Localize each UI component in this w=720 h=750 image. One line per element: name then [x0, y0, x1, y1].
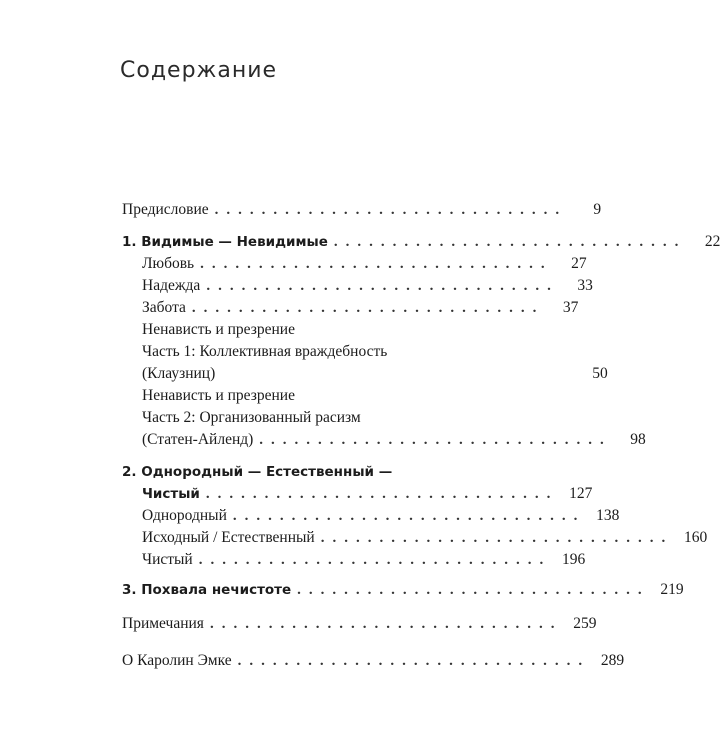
dot-leader: .............................. [200, 256, 553, 272]
toc-page: 27 [571, 255, 587, 272]
toc-entry-hate-1-line-2: Часть 1: Коллективная враждебность [142, 343, 388, 360]
toc-entry-homogeneous[interactable] [142, 506, 620, 526]
toc-label: 3. Похвала нечистоте [122, 582, 292, 598]
page-title: Содержание [120, 58, 278, 83]
toc-entry-chapter-3[interactable] [122, 580, 684, 600]
toc-entry-chapter-1[interactable] [122, 232, 720, 252]
toc-page: 33 [577, 277, 593, 294]
dot-leader: .............................. [198, 552, 552, 568]
toc-label: Забота [142, 299, 186, 316]
toc-entry-about-author[interactable] [122, 651, 625, 671]
dot-leader: .............................. [209, 616, 563, 632]
toc-label: Однородный [142, 507, 227, 524]
dot-leader: .............................. [206, 278, 559, 294]
dot-leader: .............................. [205, 486, 559, 502]
dot-leader [221, 364, 574, 384]
toc-entry-hate-1[interactable] [142, 364, 608, 384]
toc-entry-pure[interactable] [142, 550, 586, 570]
toc-entry-natural[interactable] [142, 528, 708, 548]
toc-page: 196 [561, 551, 586, 568]
dot-leader: .............................. [237, 653, 591, 669]
toc-entry-hate-2-line-2: Часть 2: Организованный расизм [142, 409, 361, 426]
dot-leader: .............................. [191, 300, 545, 316]
toc-label: 1. Видимые — Невидимые [122, 234, 328, 250]
toc-page: 50 [592, 365, 608, 382]
toc-page: 98 [630, 431, 646, 448]
toc-entry-hope[interactable] [142, 276, 593, 296]
toc-page: 219 [660, 581, 684, 598]
dot-leader: .............................. [259, 432, 612, 448]
toc-label: О Каролин Эмке [122, 652, 232, 669]
toc-entry-hate-1-line-1: Ненависть и презрение [142, 321, 295, 338]
toc-label: Исходный / Естественный [142, 529, 315, 546]
toc-label: Примечания [122, 615, 204, 632]
toc-entry-hate-2-line-1: Ненависть и презрение [142, 387, 295, 404]
toc-entry-love[interactable] [142, 254, 587, 274]
dot-leader: .............................. [297, 582, 650, 598]
toc-label: Чистый [142, 486, 200, 502]
toc-label: (Клаузниц) [142, 365, 216, 382]
toc-label: Надежда [142, 277, 201, 294]
dot-leader: .............................. [214, 202, 568, 218]
toc-label: Чистый [142, 551, 193, 568]
toc-page: 37 [562, 299, 579, 316]
toc-page: 138 [596, 507, 620, 524]
toc-entry-chapter-2[interactable] [142, 484, 593, 504]
toc-entry-care[interactable] [142, 298, 579, 318]
toc-page: 9 [593, 201, 602, 218]
toc-entry-notes[interactable] [122, 614, 597, 634]
toc-page: 259 [573, 615, 597, 632]
toc-page: 160 [683, 529, 708, 546]
toc-entry-chapter-2-line-1: 2. Однородный — Естественный — [122, 464, 393, 480]
toc-label: Любовь [142, 255, 195, 272]
toc-page: 127 [569, 485, 593, 502]
toc-entry-preface[interactable] [122, 200, 602, 220]
toc-page: 22 [704, 233, 720, 250]
toc-label: (Статен-Айленд) [142, 431, 254, 448]
toc-page: 289 [600, 652, 625, 669]
toc-label: Предисловие [122, 201, 209, 218]
dot-leader: .............................. [320, 530, 674, 546]
dot-leader: .............................. [232, 508, 586, 524]
dot-leader: .............................. [333, 234, 687, 250]
toc-entry-hate-2[interactable] [142, 430, 646, 450]
